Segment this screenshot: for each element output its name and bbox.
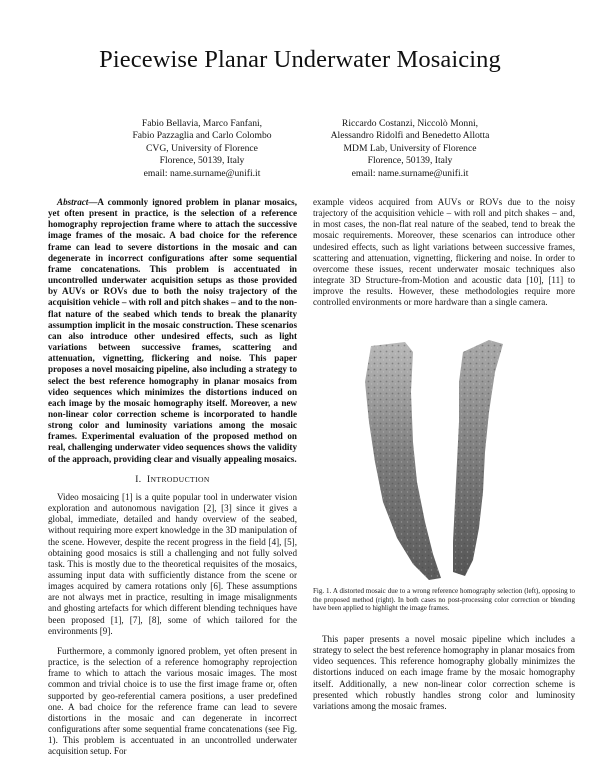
author-line: Fabio Bellavia, Marco Fanfani, [141, 118, 263, 129]
abstract-label: Abstract [57, 197, 89, 207]
right-paragraph-1: example videos acquired from AUVs or ROVs due to the noisy trajectory of the acquisition vehicle – with roll and pitch shakes – and, in most cases, the non-flat real nature of the seabed, tend to break the mosaic requirements. Moreover, these scenarios can introduce other undesired effects, such as light variations between successive frames, scattering and attenuation, vignetting, flickering and noise. In order to overcome these issues, recent underwater mosaic techniques also integrate 3D Structure-from-Motion and acoustic data [10], [11] to improve the results. However, these methodologies require more controlled environments or more hardware than a single camera. [313, 197, 575, 308]
author-line: Riccardo Costanzi, Niccolò Monni, [341, 118, 479, 129]
right-column-bottom [313, 634, 575, 712]
distorted-mosaic-left [365, 342, 441, 580]
authors-left [112, 118, 292, 180]
proposed-mosaic-right [453, 340, 503, 576]
abstract-text: —A commonly ignored problem in planar mosaics, yet often present in practice, is the selection of a reference homography reprojection frame where to attach the successive image frames of the mosaic. A bad choice for the reference frame can lead to severe distortions in the mosaic and can degenerate in incorrect configurations after some sequential frame concatenations. This problem is accentuated in uncontrolled underwater acquisition setups as those provided by AUVs or ROVs due to both the noisy trajectory of the acquisition vehicle – with roll and pitch shakes – and to the non-flat nature of the seabed which tends to break the planarity assumption implicit in the mosaic construction. These scenarios can also introduce other undesired effects, such as light variations between successive frames, scattering and attenuation, vignetting, flickering and noise. This paper proposes a novel mosaicing pipeline, also including a strategy to select the best reference homography in planar mosaics from video sequences which minimizes the distortions induced on each image by the mosaic homography itself. Moreover, a new non-linear color correction scheme is incorporated to handle strong color and luminosity variations among the mosaic frames. Experimental evaluation of the proposed method on real, challenging underwater video sequences shows the validity of the approach, providing clear and visually appealing mosaics. [48, 197, 297, 464]
location-line: Florence, 50139, Italy [159, 155, 245, 167]
right-column-top [313, 197, 575, 309]
mosaic-figure-graphic [313, 332, 575, 582]
left-column [48, 197, 297, 758]
figure-1-mosaic-image [313, 332, 575, 582]
section-number: I. [135, 474, 142, 485]
affiliation-line: MDM Lab, University of Florence [343, 142, 477, 154]
location-line: Florence, 50139, Italy [367, 155, 453, 167]
figure-1-caption: Fig. 1. A distorted mosaic due to a wrong reference homography selection (left), opposing to the proposed method (right). In both cases no post-processing color correction or blending have been applied to highlight the image frames. [313, 587, 575, 613]
email-line: email: name.surname@unifi.it [351, 167, 469, 179]
intro-paragraph-2: Furthermore, a commonly ignored problem, yet often present in practice, is the selection of a reference homography reprojection frame to which to attach the various mosaic images. The most common and trivial choice is to use the first image frame or, often supported by geo-referential camera positions, a user predefined one. A bad choice for the reference frame can lead to severe distortions in the mosaic and can degenerate in incorrect configurations after some sequential frame concatenations (see Fig. 1). This problem is accentuated in an uncontrolled underwater acquisition setup. For [48, 645, 297, 757]
authors-right [305, 118, 515, 180]
author-line: Fabio Pazzaglia and Carlo Colombo [132, 130, 272, 142]
intro-paragraph-1: Video mosaicing [1] is a quite popular tool in underwater vision exploration and autonomous navigation [2], [3] since it gives a global, immediate, detailed and handy overview of the seabed, without requiring more expert knowledge in the 3D manipulation of the scene. However, despite the recent progress in the field [4], [5], obtaining good mosaics is still a challenging and not fully solved task. This is mostly due to the theoretical requisites of the mosaics, assuming input data with sufficiently distance from the scene or images acquired by camera rotations only [6]. These assumptions are not always met in practice, resulting in image misalignments and ghosting artefacts for which different blending techniques have been proposed [1], [7], [8], some of which tailored for the environments [9]. [48, 491, 297, 636]
section-initial: I [147, 474, 151, 485]
author-line: Alessandro Ridolfi and Benedetto Allotta [330, 130, 490, 142]
email-line: email: name.surname@unifi.it [143, 167, 261, 179]
abstract [48, 197, 297, 465]
section-title-rest: NTRODUCTION [150, 474, 210, 484]
paper-title: Piecewise Planar Underwater Mosaicing [99, 46, 501, 73]
right-paragraph-2: This paper presents a novel mosaic pipeline which includes a strategy to select the best reference homography in planar mosaics from video sequences. This reference homography globally minimizes the distortions induced on each image frame by the mosaic homography itself. Additionally, a new non-linear color correction scheme is presented which robustly handles strong color and luminosity variations among the mosaic frames. [313, 634, 575, 711]
section-heading-introduction [48, 474, 297, 486]
affiliation-line: CVG, University of Florence [146, 142, 258, 154]
